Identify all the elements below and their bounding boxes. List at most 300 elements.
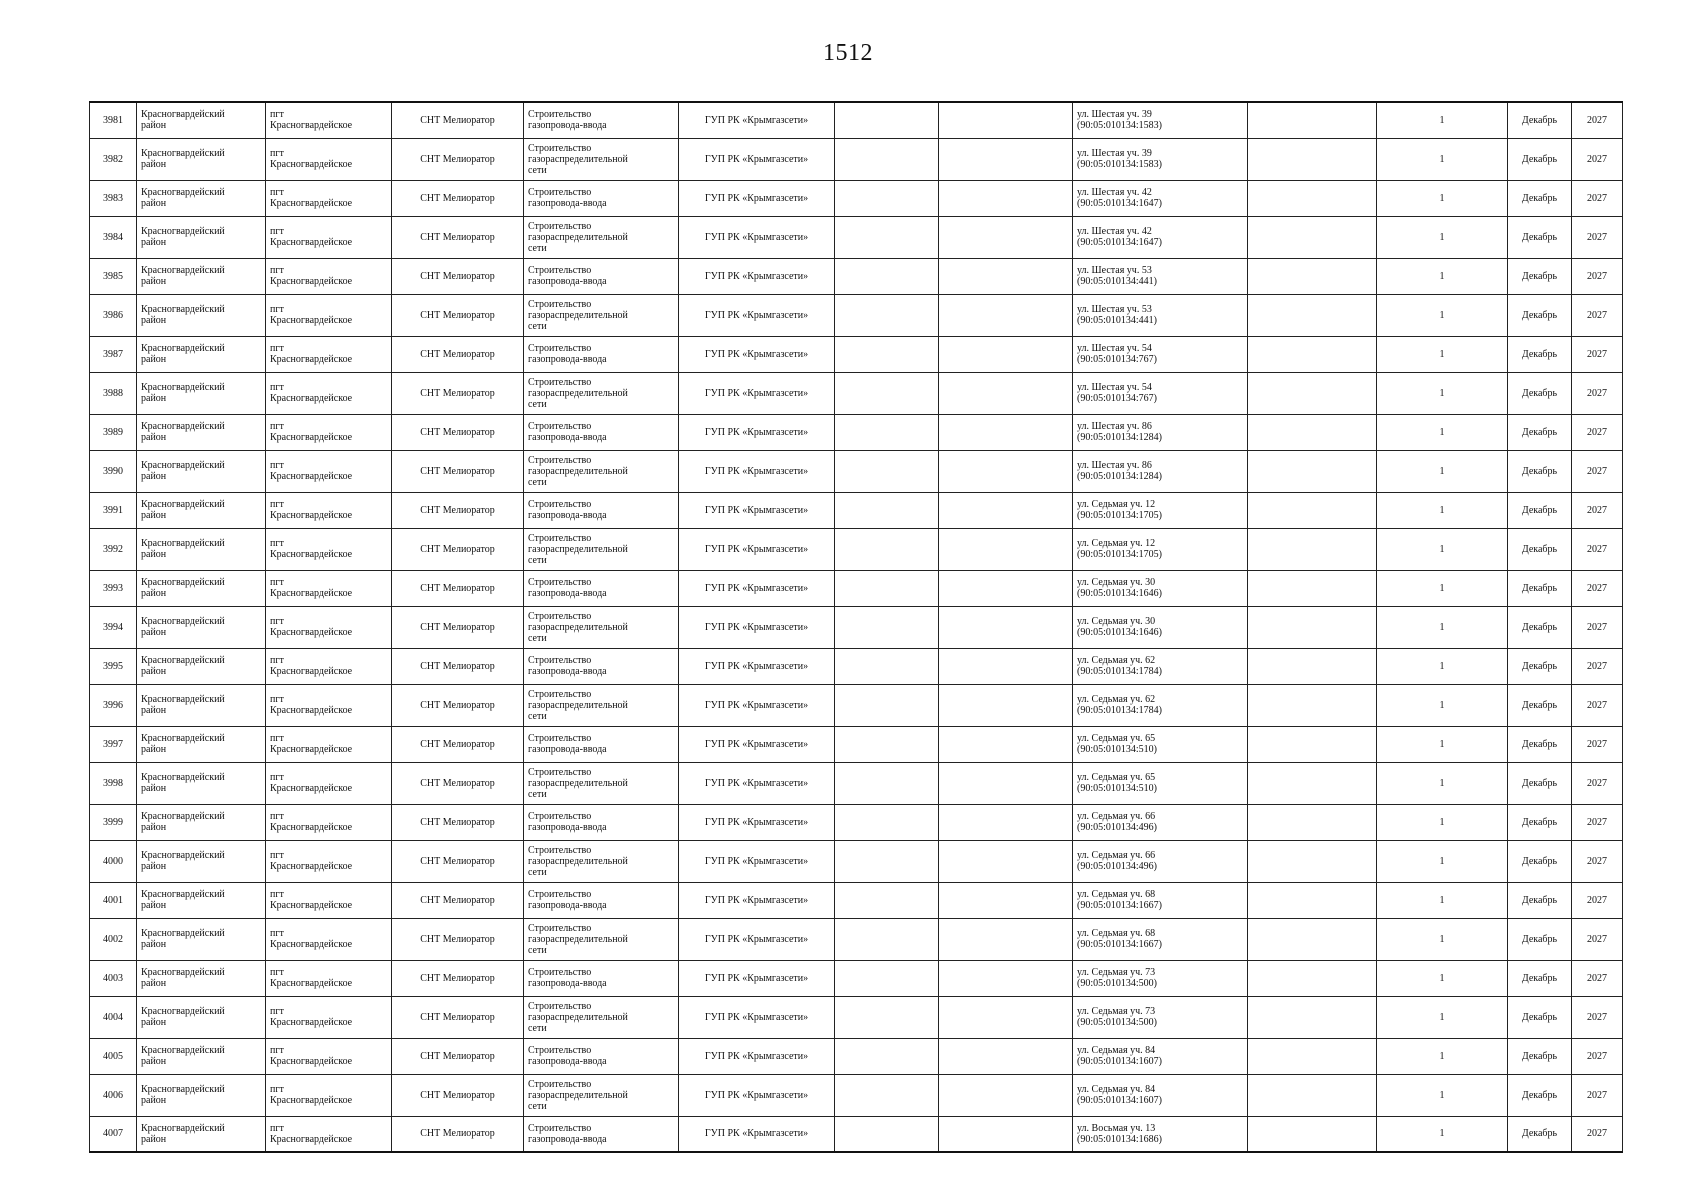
row-number-cell: [90, 1074, 137, 1116]
settlement-cell-line: пгт: [270, 265, 284, 276]
empty-cell: [835, 840, 939, 882]
work-type-cell-line: Строительство: [528, 1045, 592, 1056]
snt-cell-line: СНТ Мелиоратор: [420, 348, 495, 360]
organization-cell-line: ГУП РК «Крымгазсети»: [704, 1050, 809, 1062]
work-type-cell-line: Строительство: [528, 967, 592, 978]
district-cell-line: Красногвардейский: [141, 1045, 225, 1056]
empty-cell: [1248, 762, 1377, 804]
quantity-cell-line: 1: [1439, 1050, 1445, 1062]
quantity-cell-line: 1: [1439, 660, 1445, 672]
month-cell-line: Декабрь: [1521, 504, 1558, 516]
organization-cell: [679, 492, 835, 528]
snt-cell-line: СНТ Мелиоратор: [420, 777, 495, 789]
snt-cell-line: СНТ Мелиоратор: [420, 114, 495, 126]
table-row: [90, 450, 1623, 492]
empty-cell: [939, 1116, 1073, 1152]
address-cell-line: (90:05:010134:1583): [1077, 120, 1162, 132]
address-cell: [1073, 726, 1248, 762]
quantity-cell: [1377, 996, 1508, 1038]
year-cell: [1572, 414, 1623, 450]
year-cell: [1572, 102, 1623, 138]
work-type-cell: [524, 258, 679, 294]
district-cell-line: район: [141, 315, 167, 326]
settlement-cell-line: пгт: [270, 382, 284, 393]
settlement-cell-line: пгт: [270, 226, 284, 237]
row-number-cell: [90, 528, 137, 570]
address-cell-line: (90:05:010134:1607): [1077, 1056, 1162, 1067]
district-cell-line: район: [141, 822, 167, 833]
organization-cell: [679, 606, 835, 648]
settlement-cell-line: Красногвардейское: [270, 1056, 353, 1067]
table-row: [90, 1116, 1623, 1152]
settlement-cell-line: Красногвардейское: [270, 354, 353, 365]
work-type-cell-line: сети: [528, 476, 547, 488]
quantity-cell: [1377, 336, 1508, 372]
district-cell-line: Красногвардейский: [141, 733, 225, 744]
address-cell: [1073, 1074, 1248, 1116]
organization-cell: [679, 138, 835, 180]
address-cell-line: (90:05:010134:1607): [1077, 1095, 1162, 1106]
month-cell: [1508, 1116, 1572, 1152]
organization-cell: [679, 648, 835, 684]
empty-cell: [939, 570, 1073, 606]
organization-cell-line: ГУП РК «Крымгазсети»: [704, 1128, 809, 1140]
district-cell-line: Красногвардейский: [141, 967, 225, 978]
year-cell-line: 2027: [1587, 777, 1607, 789]
year-cell: [1572, 606, 1623, 648]
snt-cell-line: СНТ Мелиоратор: [420, 738, 495, 750]
empty-cell: [939, 684, 1073, 726]
settlement-cell-line: Красногвардейское: [270, 822, 353, 833]
district-cell-line: Красногвардейский: [141, 1084, 225, 1095]
organization-cell: [679, 762, 835, 804]
address-cell: [1073, 294, 1248, 336]
settlement-cell-line: Красногвардейское: [270, 471, 353, 482]
work-type-cell-line: сети: [528, 1100, 547, 1112]
address-cell-line: ул. Седьмая уч. 68: [1077, 928, 1156, 939]
work-type-cell: [524, 762, 679, 804]
row-number-cell-line: 4006: [103, 1089, 123, 1101]
table-row: [90, 336, 1623, 372]
district-cell-line: район: [141, 900, 167, 911]
organization-cell: [679, 336, 835, 372]
district-cell-line: Красногвардейский: [141, 1006, 225, 1017]
row-number-cell: [90, 918, 137, 960]
work-type-cell: [524, 528, 679, 570]
year-cell-line: 2027: [1587, 699, 1607, 711]
empty-cell: [939, 414, 1073, 450]
district-cell: [137, 336, 266, 372]
district-cell-line: Красногвардейский: [141, 265, 225, 276]
work-type-cell-line: газопровода-ввода: [528, 354, 607, 365]
settlement-cell: [266, 216, 392, 258]
settlement-cell-line: Красногвардейское: [270, 549, 353, 560]
table-row: [90, 762, 1623, 804]
row-number-cell-line: 3982: [103, 153, 123, 165]
quantity-cell: [1377, 1074, 1508, 1116]
row-number-cell: [90, 762, 137, 804]
month-cell-line: Декабрь: [1521, 894, 1558, 906]
row-number-cell: [90, 216, 137, 258]
quantity-cell: [1377, 648, 1508, 684]
snt-cell-line: СНТ Мелиоратор: [420, 582, 495, 594]
empty-cell: [1248, 450, 1377, 492]
quantity-cell: [1377, 606, 1508, 648]
table-row: [90, 528, 1623, 570]
table-row: [90, 804, 1623, 840]
organization-cell-line: ГУП РК «Крымгазсети»: [704, 543, 809, 555]
empty-cell: [939, 804, 1073, 840]
organization-cell-line: ГУП РК «Крымгазсети»: [704, 465, 809, 477]
month-cell: [1508, 762, 1572, 804]
district-cell-line: район: [141, 432, 167, 443]
district-cell-line: Красногвардейский: [141, 460, 225, 471]
address-cell-line: ул. Седьмая уч. 65: [1077, 733, 1156, 744]
settlement-cell-line: пгт: [270, 889, 284, 900]
district-cell-line: район: [141, 471, 167, 482]
quantity-cell-line: 1: [1439, 153, 1445, 165]
address-cell: [1073, 258, 1248, 294]
empty-cell: [1248, 372, 1377, 414]
work-type-cell-line: сети: [528, 242, 547, 254]
organization-cell-line: ГУП РК «Крымгазсети»: [704, 1011, 809, 1023]
settlement-cell: [266, 648, 392, 684]
table-row: [90, 570, 1623, 606]
address-cell-line: ул. Седьмая уч. 65: [1077, 772, 1156, 783]
snt-cell-line: СНТ Мелиоратор: [420, 465, 495, 477]
empty-cell: [1248, 138, 1377, 180]
settlement-cell: [266, 960, 392, 996]
snt-cell: [392, 1116, 524, 1152]
district-cell-line: район: [141, 861, 167, 872]
organization-cell: [679, 996, 835, 1038]
empty-cell: [835, 684, 939, 726]
snt-cell-line: СНТ Мелиоратор: [420, 543, 495, 555]
work-type-cell-line: сети: [528, 320, 547, 332]
work-type-cell-line: газораспределительной: [528, 933, 628, 945]
address-cell-line: (90:05:010134:1784): [1077, 666, 1162, 677]
address-cell-line: ул. Седьмая уч. 62: [1077, 655, 1156, 666]
snt-cell-line: СНТ Мелиоратор: [420, 933, 495, 945]
settlement-cell-line: Красногвардейское: [270, 276, 353, 287]
snt-cell-line: СНТ Мелиоратор: [420, 855, 495, 867]
empty-cell: [939, 762, 1073, 804]
snt-cell: [392, 762, 524, 804]
settlement-cell: [266, 996, 392, 1038]
organization-cell-line: ГУП РК «Крымгазсети»: [704, 1089, 809, 1101]
address-cell: [1073, 492, 1248, 528]
settlement-cell-line: пгт: [270, 499, 284, 510]
work-type-cell-line: сети: [528, 632, 547, 644]
address-cell: [1073, 804, 1248, 840]
work-type-cell-line: Строительство: [528, 532, 592, 544]
district-cell: [137, 726, 266, 762]
month-cell: [1508, 138, 1572, 180]
work-type-cell-line: Строительство: [528, 610, 592, 622]
empty-cell: [1248, 528, 1377, 570]
month-cell-line: Декабрь: [1521, 738, 1558, 750]
month-cell: [1508, 336, 1572, 372]
year-cell: [1572, 216, 1623, 258]
year-cell: [1572, 372, 1623, 414]
empty-cell: [835, 996, 939, 1038]
address-cell-line: ул. Седьмая уч. 66: [1077, 850, 1156, 861]
organization-cell: [679, 726, 835, 762]
settlement-cell-line: Красногвардейское: [270, 237, 353, 248]
quantity-cell: [1377, 294, 1508, 336]
snt-cell: [392, 450, 524, 492]
work-type-cell-line: газораспределительной: [528, 1011, 628, 1023]
empty-cell: [1248, 840, 1377, 882]
district-cell: [137, 996, 266, 1038]
organization-cell: [679, 450, 835, 492]
empty-cell: [939, 918, 1073, 960]
work-type-cell-line: газораспределительной: [528, 231, 628, 243]
work-type-cell-line: газопровода-ввода: [528, 1056, 607, 1067]
empty-cell: [835, 726, 939, 762]
row-number-cell-line: 3993: [103, 582, 123, 594]
settlement-cell: [266, 294, 392, 336]
district-cell-line: район: [141, 978, 167, 989]
month-cell: [1508, 684, 1572, 726]
district-cell-line: район: [141, 744, 167, 755]
organization-cell-line: ГУП РК «Крымгазсети»: [704, 348, 809, 360]
organization-cell: [679, 414, 835, 450]
organization-cell-line: ГУП РК «Крымгазсети»: [704, 114, 809, 126]
district-cell-line: Красногвардейский: [141, 538, 225, 549]
row-number-cell-line: 3996: [103, 699, 123, 711]
snt-cell: [392, 216, 524, 258]
table-row: [90, 606, 1623, 648]
month-cell: [1508, 450, 1572, 492]
empty-cell: [1248, 336, 1377, 372]
district-cell-line: район: [141, 159, 167, 170]
district-cell-line: Красногвардейский: [141, 811, 225, 822]
address-cell: [1073, 372, 1248, 414]
work-type-cell: [524, 726, 679, 762]
quantity-cell-line: 1: [1439, 309, 1445, 321]
organization-cell: [679, 570, 835, 606]
month-cell: [1508, 960, 1572, 996]
row-number-cell-line: 4001: [103, 894, 123, 906]
snt-cell: [392, 1074, 524, 1116]
empty-cell: [835, 336, 939, 372]
year-cell-line: 2027: [1587, 504, 1607, 516]
work-type-cell-line: газораспределительной: [528, 699, 628, 711]
settlement-cell: [266, 840, 392, 882]
work-type-cell-line: газораспределительной: [528, 387, 628, 399]
year-cell-line: 2027: [1587, 270, 1607, 282]
district-cell-line: район: [141, 549, 167, 560]
year-cell-line: 2027: [1587, 894, 1607, 906]
settlement-cell-line: пгт: [270, 187, 284, 198]
row-number-cell: [90, 606, 137, 648]
year-cell-line: 2027: [1587, 738, 1607, 750]
work-type-cell-line: Строительство: [528, 187, 592, 198]
district-cell: [137, 1074, 266, 1116]
month-cell: [1508, 918, 1572, 960]
district-cell: [137, 372, 266, 414]
row-number-cell: [90, 882, 137, 918]
table-row: [90, 216, 1623, 258]
settlement-cell-line: Красногвардейское: [270, 744, 353, 755]
district-cell: [137, 762, 266, 804]
row-number-cell-line: 4003: [103, 972, 123, 984]
work-type-cell-line: газораспределительной: [528, 855, 628, 867]
district-cell-line: Красногвардейский: [141, 928, 225, 939]
snt-cell: [392, 840, 524, 882]
settlement-cell-line: Красногвардейское: [270, 1133, 353, 1145]
work-type-cell: [524, 294, 679, 336]
district-cell-line: район: [141, 510, 167, 521]
settlement-cell-line: Красногвардейское: [270, 783, 353, 794]
table-body: [90, 102, 1623, 1152]
snt-cell: [392, 294, 524, 336]
row-number-cell-line: 3989: [103, 426, 123, 438]
address-cell-line: (90:05:010134:1784): [1077, 705, 1162, 716]
address-cell-line: (90:05:010134:1667): [1077, 939, 1162, 950]
year-cell-line: 2027: [1587, 933, 1607, 945]
district-cell: [137, 684, 266, 726]
organization-cell-line: ГУП РК «Крымгазсети»: [704, 933, 809, 945]
address-cell-line: ул. Шестая уч. 53: [1077, 304, 1152, 315]
empty-cell: [939, 138, 1073, 180]
district-cell: [137, 450, 266, 492]
work-type-cell-line: газопровода-ввода: [528, 276, 607, 287]
work-type-cell: [524, 882, 679, 918]
work-type-cell-line: сети: [528, 710, 547, 722]
work-type-cell-line: Строительство: [528, 1078, 592, 1090]
quantity-cell: [1377, 960, 1508, 996]
settlement-cell-line: Красногвардейское: [270, 900, 353, 911]
district-cell-line: Красногвардейский: [141, 187, 225, 198]
quantity-cell-line: 1: [1439, 231, 1445, 243]
row-number-cell-line: 3988: [103, 387, 123, 399]
empty-cell: [835, 258, 939, 294]
snt-cell: [392, 684, 524, 726]
snt-cell: [392, 138, 524, 180]
district-cell-line: район: [141, 198, 167, 209]
address-cell: [1073, 180, 1248, 216]
row-number-cell-line: 3994: [103, 621, 123, 633]
work-type-cell: [524, 570, 679, 606]
work-type-cell-line: Строительство: [528, 298, 592, 310]
work-type-cell-line: сети: [528, 788, 547, 800]
empty-cell: [835, 372, 939, 414]
address-cell-line: ул. Седьмая уч. 84: [1077, 1045, 1156, 1056]
address-cell-line: ул. Седьмая уч. 12: [1077, 538, 1156, 549]
year-cell: [1572, 960, 1623, 996]
month-cell: [1508, 216, 1572, 258]
work-type-cell-line: газораспределительной: [528, 777, 628, 789]
month-cell: [1508, 372, 1572, 414]
organization-cell: [679, 528, 835, 570]
district-cell-line: Красногвардейский: [141, 577, 225, 588]
table-row: [90, 372, 1623, 414]
snt-cell: [392, 258, 524, 294]
address-cell: [1073, 960, 1248, 996]
empty-cell: [1248, 606, 1377, 648]
snt-cell-line: СНТ Мелиоратор: [420, 1011, 495, 1023]
settlement-cell-line: Красногвардейское: [270, 393, 353, 404]
empty-cell: [1248, 804, 1377, 840]
settlement-cell-line: пгт: [270, 616, 284, 627]
work-type-cell: [524, 1116, 679, 1152]
work-type-cell-line: Строительство: [528, 577, 592, 588]
organization-cell: [679, 102, 835, 138]
month-cell-line: Декабрь: [1521, 699, 1558, 711]
district-cell-line: район: [141, 1095, 167, 1106]
district-cell-line: Красногвардейский: [141, 226, 225, 237]
snt-cell-line: СНТ Мелиоратор: [420, 153, 495, 165]
address-cell-line: ул. Седьмая уч. 73: [1077, 967, 1156, 978]
address-cell-line: ул. Седьмая уч. 73: [1077, 1006, 1156, 1017]
settlement-cell-line: Красногвардейское: [270, 1017, 353, 1028]
address-cell: [1073, 138, 1248, 180]
empty-cell: [939, 102, 1073, 138]
work-type-cell: [524, 450, 679, 492]
district-cell-line: Красногвардейский: [141, 343, 225, 354]
month-cell: [1508, 258, 1572, 294]
district-cell-line: район: [141, 1017, 167, 1028]
address-cell-line: (90:05:010134:1646): [1077, 588, 1162, 599]
address-cell-line: ул. Шестая уч. 54: [1077, 343, 1152, 354]
work-type-cell-line: Строительство: [528, 220, 592, 232]
empty-cell: [835, 102, 939, 138]
work-type-cell: [524, 138, 679, 180]
work-type-cell-line: газораспределительной: [528, 153, 628, 165]
district-cell-line: Красногвардейский: [141, 616, 225, 627]
year-cell: [1572, 336, 1623, 372]
work-type-cell-line: газораспределительной: [528, 543, 628, 555]
month-cell: [1508, 606, 1572, 648]
snt-cell: [392, 372, 524, 414]
row-number-cell-line: 3990: [103, 465, 123, 477]
settlement-cell: [266, 372, 392, 414]
year-cell-line: 2027: [1587, 348, 1607, 360]
year-cell: [1572, 528, 1623, 570]
district-cell-line: Красногвардейский: [141, 499, 225, 510]
district-cell: [137, 180, 266, 216]
row-number-cell: [90, 684, 137, 726]
empty-cell: [939, 726, 1073, 762]
work-type-cell-line: Строительство: [528, 844, 592, 856]
district-cell: [137, 840, 266, 882]
quantity-cell: [1377, 726, 1508, 762]
address-cell-line: ул. Шестая уч. 53: [1077, 265, 1152, 276]
address-cell: [1073, 336, 1248, 372]
year-cell: [1572, 804, 1623, 840]
year-cell-line: 2027: [1587, 309, 1607, 321]
year-cell: [1572, 258, 1623, 294]
row-number-cell: [90, 996, 137, 1038]
district-cell: [137, 570, 266, 606]
district-cell-line: район: [141, 276, 167, 287]
quantity-cell: [1377, 1116, 1508, 1152]
row-number-cell-line: 3998: [103, 777, 123, 789]
settlement-cell: [266, 1074, 392, 1116]
organization-cell-line: ГУП РК «Крымгазсети»: [704, 660, 809, 672]
settlement-cell-line: пгт: [270, 460, 284, 471]
work-type-cell-line: сети: [528, 866, 547, 878]
settlement-cell-line: Красногвардейское: [270, 666, 353, 677]
organization-cell-line: ГУП РК «Крымгазсети»: [704, 777, 809, 789]
year-cell-line: 2027: [1587, 192, 1607, 204]
month-cell: [1508, 414, 1572, 450]
address-cell-line: ул. Шестая уч. 39: [1077, 148, 1152, 159]
organization-cell: [679, 960, 835, 996]
snt-cell-line: СНТ Мелиоратор: [420, 387, 495, 399]
